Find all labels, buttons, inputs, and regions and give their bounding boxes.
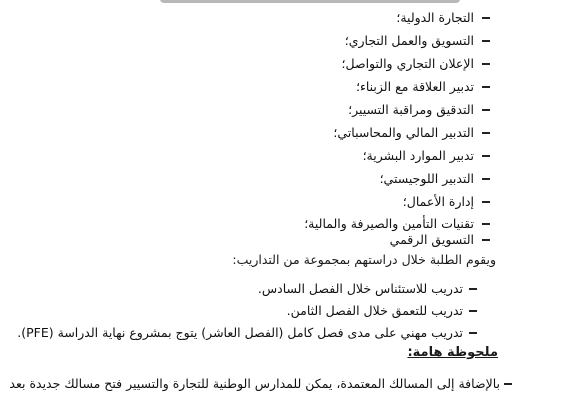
dash-bullet [482,109,490,111]
dash-bullet [482,86,490,88]
list-item-text: تدريب مهني على مدى فصل كامل (الفصل العاشر) يتوج بمشروع نهاية الدراسة (PFE). [17,325,463,340]
dash-bullet [482,40,490,42]
cropped-top-line [160,0,460,3]
dash-bullet [482,63,490,65]
dash-bullet [469,288,477,290]
list-item [0,31,580,51]
list-item-text: تدبير العلاقة مع الزبناء؛ [356,79,474,94]
list-item-text: الإعلان التجاري والتواصل؛ [341,56,474,71]
list-item-text: التسويق الرقمي [389,232,474,247]
list-item-text: تدريب للتعمق خلال الفصل الثامن. [286,303,463,318]
list-item-text: تقنيات التأمين والصيرفة والمالية؛ [304,216,474,231]
dash-bullet [482,239,490,241]
list-item [0,169,580,189]
list-item [0,301,580,321]
note-heading: ملحوظة هامة: [407,345,498,360]
list-item [0,374,580,394]
list-item-text: بالإضافة إلى المسالك المعتمدة، يمكن للمدارس الوطنية للتجارة والتسيير فتح مسالك جديدة بعد [9,376,500,391]
dash-bullet [482,155,490,157]
dash-bullet [482,223,490,225]
list-item [0,230,580,250]
dash-bullet [482,201,490,203]
list-item-text: التدبير اللوجيستي؛ [379,171,474,186]
list-item [0,100,580,120]
dash-bullet [504,383,512,385]
list-item [0,323,580,343]
list-item [0,279,580,299]
training-intro: ويقوم الطلبة خلال دراستهم بمجموعة من التداريب: [232,252,496,267]
list-item-text: التسويق والعمل التجاري؛ [344,33,474,48]
list-item-text: إدارة الأعمال؛ [402,194,474,209]
list-item [0,123,580,143]
list-item-text: التدقيق ومراقبة التسيير؛ [348,102,474,117]
dash-bullet [482,132,490,134]
list-item [0,146,580,166]
list-item [0,8,580,28]
list-item-text: التجارة الدولية؛ [396,10,474,25]
list-item [0,192,580,212]
dash-bullet [469,310,477,312]
dash-bullet [469,332,477,334]
list-item-text: تدريب للاستئناس خلال الفصل السادس. [257,281,463,296]
dash-bullet [482,178,490,180]
list-item-text: التدبير المالي والمحاسباتي؛ [333,125,474,140]
list-item [0,54,580,74]
list-item-text: تدبير الموارد البشرية؛ [362,148,474,163]
dash-bullet [482,17,490,19]
list-item [0,77,580,97]
